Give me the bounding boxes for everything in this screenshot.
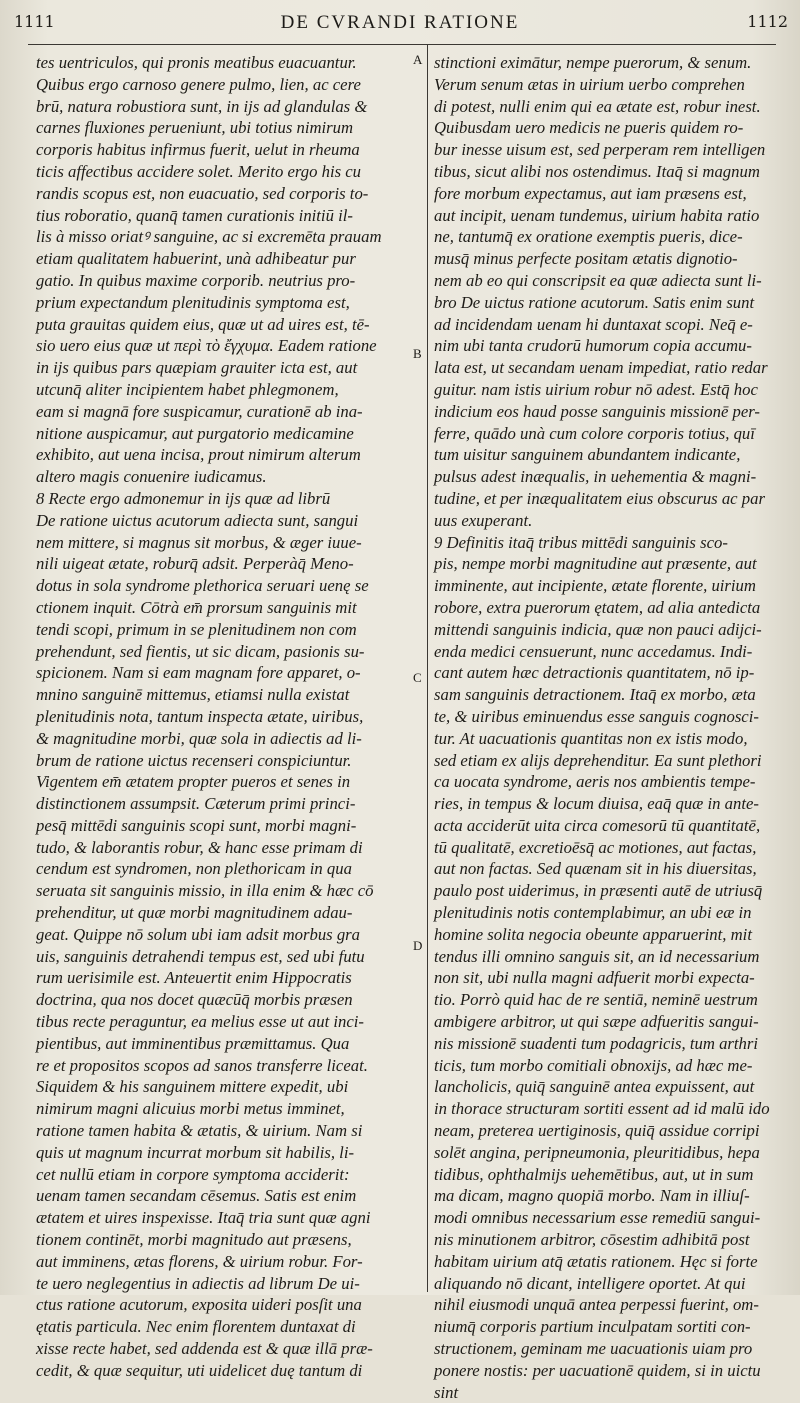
- text-line: fore morbum expectamus, aut iam præsens est,: [434, 183, 747, 203]
- text-line: plenitudinis nota, tantum inspecta ætate, uiribus,: [36, 706, 364, 726]
- text-line: ratione tamen habita & ætatis, & uirium. Nam si: [36, 1121, 363, 1141]
- text-line: pesq̄ mittēdi sanguinis scopi sunt, morbi magni-: [36, 815, 357, 835]
- text-line: dotus in sola syndrome plethorica seruari uenę se: [36, 576, 369, 596]
- text-line: tio. Porrò quid hac de re sentiā, neminē uestrum: [434, 990, 758, 1010]
- text-line: exhibito, aut uena incisa, prout nimirum alterum: [36, 445, 361, 465]
- text-line: xisse recte habet, sed addenda est & quæ illā præ-: [36, 1339, 373, 1359]
- text-line: ctus ratione acutorum, exposita uideri posſit una: [36, 1295, 362, 1315]
- text-line: prehenditur, ut quæ morbi magnitudinem adau-: [36, 903, 353, 923]
- text-line: utcunq̄ aliter incipientem habet phlegmonem,: [36, 379, 339, 399]
- text-line: carnes fluxiones perueniunt, ubi totius nimirum: [36, 118, 354, 138]
- text-line: nim ubi tanta crudorū humorum copia accumu-: [434, 336, 752, 356]
- text-line: sed etiam ex alijs deprehenditur. Ea sunt plethori: [434, 750, 762, 770]
- text-line: te, & uiribus eminuendus esse sanguis cognosci-: [434, 706, 759, 726]
- text-line: mnino sanguinē mittemus, etiamsi nulla existat: [36, 685, 350, 705]
- text-line: homine solita negocia obeunte apparuerint, mit: [434, 924, 752, 944]
- text-line: tū qualitatē, excretioēsq̄ ac motiones, aut factas,: [434, 837, 757, 857]
- text-line: cedit, & quæ sequitur, uti uidelicet duę tantum di: [36, 1360, 363, 1380]
- column-divider: [427, 44, 428, 1292]
- text-line: sio uero eius quæ ut περὶ τὸ ἔγχυμα. Eadem ratione: [36, 336, 377, 356]
- running-head-title: DE CVRANDI RATIONE: [280, 12, 520, 33]
- margin-letter-a: A: [413, 52, 423, 67]
- text-line: stinctioni eximātur, nempe puerorum, & senum.: [434, 53, 752, 72]
- text-line: tibus, sicut alibi nos ostendimus. Itaq̄ si magnum: [434, 161, 760, 181]
- text-line: uenam tamen secandam cēsemus. Satis est enim: [36, 1186, 357, 1206]
- text-line: nimirum magni alicuius morbi metus imminet,: [36, 1099, 345, 1119]
- text-line: nis minutionem arbitror, cōsestim adhibitā post: [434, 1230, 750, 1250]
- text-line: brum de ratione uictus recenseri conspiciuntur.: [36, 750, 352, 770]
- text-line: robore, extra puerorum ętatem, ad alia antedicta: [434, 597, 761, 617]
- text-line: cet nullū etiam in corpore symptoma acciderit:: [36, 1164, 350, 1184]
- text-line: geat. Quippe nō solum ubi iam adsit morbus gra: [36, 924, 361, 944]
- text-line: ponere nostis: per uacuationē quidem, si in uictu: [434, 1360, 761, 1380]
- text-line: imminente, aut incipiente, ætate florente, uirium: [434, 576, 756, 596]
- text-line: nem mittere, si magnus sit morbus, & æger iuue-: [36, 532, 362, 552]
- text-line: enda medici censuerunt, nunc accedamus. Indi-: [434, 641, 753, 661]
- text-line: ticis affectibus accidere solet. Merito ergo his cu: [36, 161, 362, 181]
- text-line: spicionem. Nam si eam magnam fore apparet, o-: [36, 663, 361, 683]
- text-line: acta acciderūt uita circa comesorū tū quantitatē,: [434, 815, 761, 835]
- text-line: uus exuperant.: [434, 510, 533, 530]
- text-line: nihil eiusmodi unquā antea perpessi fuerint, om-: [434, 1295, 759, 1315]
- text-line: structionem, geminam me uacuationis uiam pro: [434, 1339, 753, 1359]
- text-line: in thorace structuram sortiti essent ad id malū ido: [434, 1099, 770, 1119]
- text-line: lancholicis, quiq̄ sanguinē antea expuissent, aut: [434, 1077, 755, 1097]
- text-line: aut incipit, uenam tundemus, uirium habita ratio: [434, 205, 760, 225]
- text-line: uis, sanguinis detrahendi tempus est, sed ubi futu: [36, 946, 365, 966]
- text-line: in ijs quibus pars quæpiam grauiter icta est, aut: [36, 358, 358, 378]
- text-line: Verum senum ætas in uirium uerbo comprehen: [434, 74, 745, 94]
- text-line: nili uigeat ætate, roburq̄ adsit. Perperàq̄ Meno-: [36, 554, 354, 574]
- text-line: cendum est syndromen, non plethoricam in qua: [36, 859, 352, 879]
- text-line: tidibus, ophthalmijs uehemētibus, aut, ut in sum: [434, 1164, 754, 1184]
- text-line: plenitudinis notis contemplabimur, an ubi eæ in: [434, 903, 752, 923]
- text-line: guitur. nam istis uirium robur nō adest. Estq̄ hoc: [434, 379, 758, 399]
- text-line: 8 Recte ergo admonemur in ijs quæ ad librū: [36, 488, 331, 508]
- text-line: sam sanguinis detractionem. Itaq̄ ex morbo, æta: [434, 685, 756, 705]
- text-line: te uero neglegentius in adiectis ad librum De ui-: [36, 1273, 360, 1293]
- text-line: ctionem inquit. Cōtrà em̄ prorsum sanguinis mit: [36, 597, 357, 617]
- text-line: modi omnibus necessarium esse remediū sangui-: [434, 1208, 761, 1228]
- text-line: sint: [434, 1382, 459, 1402]
- text-line: tes uentriculos, qui pronis meatibus euacuantur.: [36, 53, 357, 72]
- text-line: ries, in tempus & locum diuisa, eaq̄ quæ in ante-: [434, 794, 759, 814]
- text-line: tionem continēt, morbi magnitudo aut præsens,: [36, 1230, 352, 1250]
- text-line: De ratione uictus acutorum adiecta sunt, sangui: [36, 510, 359, 530]
- margin-letter-c: C: [413, 670, 422, 685]
- text-line: puta grauitas quidem eius, quæ ut ad uires est, tē-: [36, 314, 370, 334]
- text-line: seruata sit sanguinis missio, in illa enim & hæc cō: [36, 881, 374, 901]
- text-line: solēt angina, peripneumonia, pleuritidibus, hepa: [434, 1142, 760, 1162]
- text-line: ca uocata syndrome, aeris nos ambientis tempe-: [434, 772, 756, 792]
- text-line: bro De uictus ratione acutorum. Satis enim sunt: [434, 292, 755, 312]
- text-line: Vigentem em̄ ætatem propter pueros et senes in: [36, 772, 351, 792]
- text-line: mittendi sanguinis indicia, quæ non pauci adijci-: [434, 619, 762, 639]
- text-line: ne, tantumq̄ ex oratione exemptis pueris, dice-: [434, 227, 743, 247]
- text-line: habitam uirium atq̄ ætatis rationem. Hęc si forte: [434, 1251, 758, 1271]
- text-line: aut non factas. Sed quænam sit in his diuersitas,: [434, 859, 757, 879]
- right-page-number: 1112: [747, 12, 788, 31]
- text-line: pientibus, aut imminentibus præmittamus. Qua: [36, 1033, 350, 1053]
- text-line: tendi scopi, primum in se plenitudinem non com: [36, 619, 357, 639]
- text-line: lata est, ut secandam uenam impediat, ratio redar: [434, 358, 768, 378]
- text-line: tur. At uacuationis quantitas non ex istis modo,: [434, 728, 748, 748]
- text-line: randis scopus est, non euacuatio, sed corporis to-: [36, 183, 369, 203]
- text-line: Quibus ergo carnoso genere pulmo, lien, ac cere: [36, 74, 361, 94]
- text-line: neam, preterea uertiginosis, quiq̄ assidue corripi: [434, 1121, 760, 1141]
- text-line: tudine, et per inæqualitatem eius obscurus ac par: [434, 488, 765, 508]
- text-line: Quibusdam uero medicis ne pueris quidem ro-: [434, 118, 744, 138]
- text-line: eam si magnā fore suspicamur, curationē ab ina-: [36, 401, 363, 421]
- text-line: tius roboratio, quanq̄ tamen curationis initiū il-: [36, 205, 353, 225]
- text-line: ad incidendam uenam hi duntaxat scopi. Neq̄ e-: [434, 314, 753, 334]
- margin-letter-d: D: [413, 938, 423, 953]
- text-line: niumq̄ corporis partium inculpatam sortiti con-: [434, 1317, 751, 1337]
- text-line: pis, nempe morbi magnitudine aut præsente, aut: [434, 554, 757, 574]
- text-line: ferre, quādo unà cum colore corporis totius, quī: [434, 423, 755, 443]
- text-line: cant autem hæc detractionis quantitatem, nō ip-: [434, 663, 755, 683]
- text-line: altero magis conuenire iudicamus.: [36, 467, 267, 487]
- left-page-number: 1111: [14, 12, 55, 31]
- text-line: prehendunt, sed fientis, ut sic dicam, pasionis su-: [36, 641, 365, 661]
- text-line: 9 Definitis itaq̄ tribus mittēdi sanguinis sco-: [434, 532, 728, 552]
- text-line: ma dicam, magno quopiā morbo. Nam in illiuſ-: [434, 1186, 750, 1206]
- text-line: ætatem et uires inspexisse. Itaq̄ tria sunt quæ agni: [36, 1208, 371, 1228]
- text-line: ambigere arbitror, ut qui sæpe adfueritis sangui-: [434, 1012, 759, 1032]
- text-line: tudo, & laborantis robur, & hanc esse primam di: [36, 837, 363, 857]
- text-line: bur inesse uisum est, sed perperam rem intelligen: [434, 140, 766, 160]
- text-line: nem ab eo qui conscripsit ea quæ adiecta sunt li-: [434, 270, 762, 290]
- text-line: tendus illi omnino sanguis sit, an id necessarium: [434, 946, 760, 966]
- text-line: ętatis particula. Nec enim florentem duntaxat di: [36, 1317, 356, 1337]
- text-line: doctrina, qua nos docet quæcūq̄ morbis præsen: [36, 990, 353, 1010]
- text-line: distinctionem assumpsit. Cæterum primi princi-: [36, 794, 356, 814]
- page-header: [20, 12, 780, 42]
- text-line: gatio. In quibus maxime corporib. neutrius pro-: [36, 270, 356, 290]
- text-line: corporis habitus infirmus fuerit, uelut in rheuma: [36, 140, 360, 160]
- text-line: lis à misso oriatꝰ sanguine, ac si excremēta prauam: [36, 227, 382, 247]
- text-line: quis ut magnum incurrat morbum sit habilis, li-: [36, 1142, 355, 1162]
- text-line: nitione auspicamur, aut purgatorio medicamine: [36, 423, 354, 443]
- text-line: etiam qualitatem habuerint, unà adhibeatur pur: [36, 249, 356, 269]
- text-line: tum uisitur sanguinem abundantem indicante,: [434, 445, 741, 465]
- text-line: aliquando nō dicant, intelligere oportet. At qui: [434, 1273, 746, 1293]
- text-line: brū, natura robustiora sunt, in ijs ad glandulas &: [36, 96, 368, 116]
- text-line: ticis, tum morbo comitiali obnoxijs, ad hæc me-: [434, 1055, 753, 1075]
- header-rule: [28, 44, 776, 45]
- text-line: paulo post uiderimus, in præsenti autē de utriusq̄: [434, 881, 763, 901]
- text-line: musq̄ minus perfecte positam ætatis dignotio-: [434, 249, 738, 269]
- text-line: re et propositos scopos ad sanos transferre liceat.: [36, 1055, 368, 1075]
- text-line: pulsus adest inæqualis, in uehementia & magni-: [434, 467, 757, 487]
- right-text-column: [434, 52, 786, 1402]
- text-line: indicium eos haud posse sanguinis missionē per-: [434, 401, 760, 421]
- text-line: aut imminens, ætas florens, & uirium robur. For-: [36, 1251, 363, 1271]
- text-line: & magnitudine morbi, quæ sola in adiectis ad li-: [36, 728, 362, 748]
- margin-letter-b: B: [413, 346, 422, 361]
- left-text-column: [36, 52, 398, 1380]
- text-line: non sit, ubi nulla magni adfuerit morbi expecta-: [434, 968, 755, 988]
- text-line: nis missionē suadenti tum podagricis, tum arthri: [434, 1033, 759, 1053]
- text-line: Siquidem & his sanguinem mittere expedit, ubi: [36, 1077, 349, 1097]
- text-line: prium expectandum plenitudinis symptoma est,: [36, 292, 350, 312]
- text-line: tibus recte peraguntur, ea melius esse ut aut inci-: [36, 1012, 364, 1032]
- text-line: di potest, nulli enim qui ea ætate est, robur inest.: [434, 96, 761, 116]
- text-line: rum uerisimile est. Anteuertit enim Hippocratis: [36, 968, 352, 988]
